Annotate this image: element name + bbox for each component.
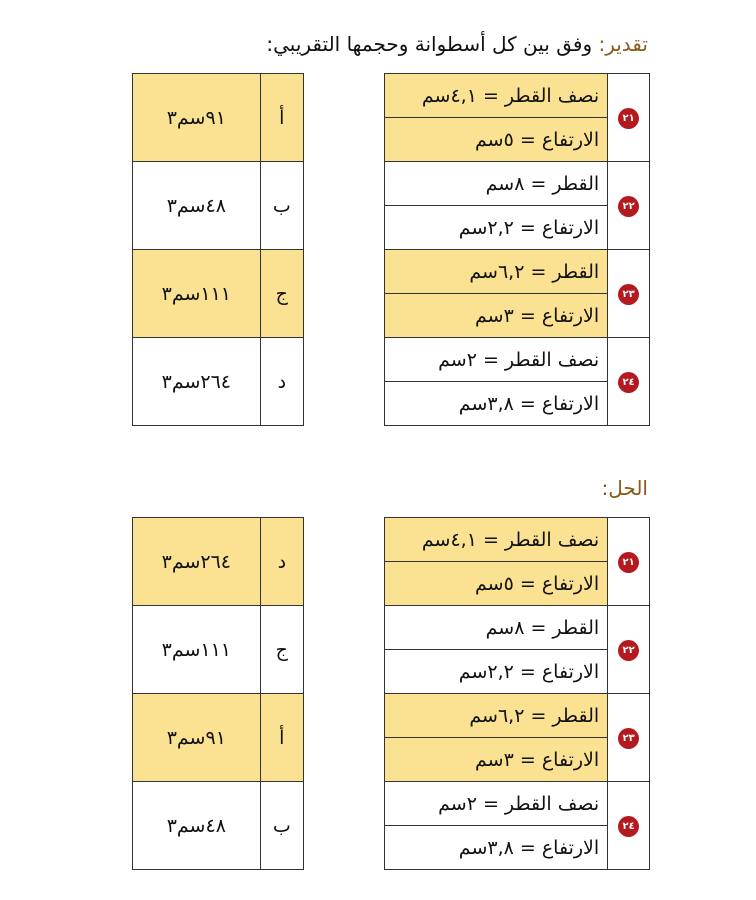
dimension-cell: القطر = ٨سم	[385, 606, 608, 650]
option-volume: ٩١سم٣	[133, 74, 261, 162]
question-number	[608, 518, 650, 606]
dimension-cell: القطر = ٦,٢سم	[385, 250, 608, 294]
question-number	[608, 782, 650, 870]
solution-label: الحل:	[601, 476, 648, 500]
option-letter: د	[260, 338, 303, 426]
number-badge: ٢٣	[618, 728, 639, 749]
question-number	[608, 162, 650, 250]
number-badge: ٢٤	[618, 372, 639, 393]
question-number	[608, 74, 650, 162]
number-badge: ٢٢	[618, 640, 639, 661]
dimension-cell: نصف القطر = ٢سم	[385, 338, 608, 382]
dimension-cell: نصف القطر = ٤,١سم	[385, 518, 608, 562]
dimension-cell: الارتفاع = ٢,٢سم	[385, 206, 608, 250]
answer-volume: ١١١سم٣	[133, 606, 261, 694]
answer-letter: أ	[260, 694, 303, 782]
dimension-cell: الارتفاع = ٣,٨سم	[385, 382, 608, 426]
dimension-cell: الارتفاع = ٣سم	[385, 294, 608, 338]
instruction-text: وفق بين كل أسطوانة وحجمها التقريبي:	[266, 32, 599, 56]
option-volume: ٢٦٤سم٣	[133, 338, 261, 426]
question-number	[608, 694, 650, 782]
exercise-heading	[266, 30, 648, 58]
dimension-cell: الارتفاع = ٢,٢سم	[385, 650, 608, 694]
answer-volume: ٤٨سم٣	[133, 782, 261, 870]
cylinders-table	[384, 73, 650, 426]
number-badge: ٢١	[618, 552, 639, 573]
option-letter: ب	[260, 162, 303, 250]
solution-heading	[602, 474, 648, 502]
answer-volume: ٩١سم٣	[133, 694, 261, 782]
option-letter: ج	[260, 250, 303, 338]
volumes-table	[132, 73, 304, 426]
dimension-cell: نصف القطر = ٤,١سم	[385, 74, 608, 118]
option-volume: ١١١سم٣	[133, 250, 261, 338]
dimension-cell: الارتفاع = ٥سم	[385, 562, 608, 606]
dimension-cell: القطر = ٨سم	[385, 162, 608, 206]
option-volume: ٤٨سم٣	[133, 162, 261, 250]
number-badge: ٢٤	[618, 816, 639, 837]
dimension-cell: الارتفاع = ٣سم	[385, 738, 608, 782]
option-letter: أ	[260, 74, 303, 162]
number-badge: ٢١	[618, 108, 639, 129]
number-badge: ٢٢	[618, 196, 639, 217]
answer-letter: د	[260, 518, 303, 606]
dimension-cell: الارتفاع = ٣,٨سم	[385, 826, 608, 870]
answer-volume: ٢٦٤سم٣	[133, 518, 261, 606]
solution-volumes-table	[132, 517, 304, 870]
number-badge: ٢٣	[618, 284, 639, 305]
answer-letter: ج	[260, 606, 303, 694]
dimension-cell: الارتفاع = ٥سم	[385, 118, 608, 162]
dimension-cell: نصف القطر = ٢سم	[385, 782, 608, 826]
estimate-label: تقدير:	[598, 32, 648, 56]
dimension-cell: القطر = ٦,٢سم	[385, 694, 608, 738]
question-number	[608, 606, 650, 694]
question-number	[608, 250, 650, 338]
question-number	[608, 338, 650, 426]
answer-letter: ب	[260, 782, 303, 870]
solution-cylinders-table	[384, 517, 650, 870]
